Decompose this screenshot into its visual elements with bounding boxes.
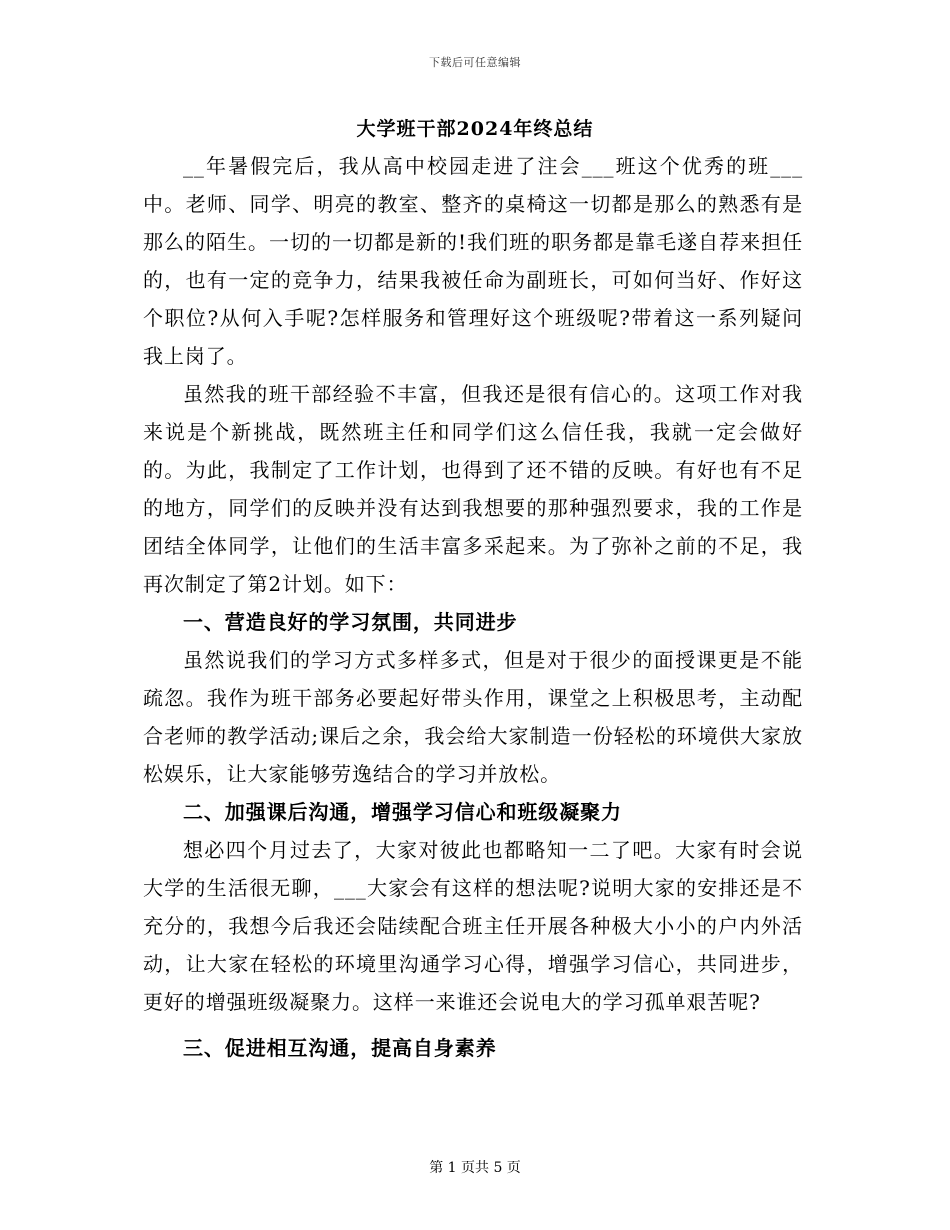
section-heading-3: 三、促进相互沟通，提高自身素养 bbox=[183, 1036, 497, 1060]
section-paragraph-2: 想必四个月过去了，大家对彼此也都略知一二了吧。大家有时会说大学的生活很无聊，___大家会有这样的想法呢?说明大家的安排还是不充分的，我想今后我还会陆续配合班主任开展各种极大小小的户内外活动，让大家在轻松的环境里沟通学习心得，增强学习信心，共同进步，更好的增强班级凝聚力。这样一来谁还会说电大的学习孤单艰苦呢? bbox=[143, 838, 803, 1014]
section-heading-1: 一、营造良好的学习氛围，共同进步 bbox=[183, 610, 518, 634]
section-heading-2: 二、加强课后沟通，增强学习信心和班级凝聚力 bbox=[183, 800, 622, 824]
header-note: 下载后可任意编辑 bbox=[429, 56, 521, 69]
document-body bbox=[143, 147, 803, 1067]
page-number-footer: 第 1 页共 5 页 bbox=[429, 1160, 521, 1176]
section-spacer bbox=[143, 1021, 803, 1029]
document-title: 大学班干部2024年终总结 bbox=[356, 118, 594, 140]
section-paragraph-1: 虽然说我们的学习方式多样多式，但是对于很少的面授课更是不能疏忽。我作为班干部务必要起好带头作用，课堂之上积极思考，主动配合老师的教学活动;课后之余，我会给大家制造一份轻松的环境供大家放松娱乐，让大家能够劳逸结合的学习并放松。 bbox=[143, 648, 803, 786]
intro-paragraph-1: __年暑假完后，我从高中校园走进了注会___班这个优秀的班___中。老师、同学、明亮的教室、整齐的桌椅这一切都是那么的熟悉有是那么的陌生。一切的一切都是新的!我们班的职务都是靠毛遂自荐来担任的，也有一定的竞争力，结果我被任命为副班长，可如何当好、作好这个职位?从何入手呢?怎样服务和管理好这个班级呢?带着这一系列疑问我上岗了。 bbox=[143, 154, 803, 368]
intro-paragraph-2: 虽然我的班干部经验不丰富，但我还是很有信心的。这项工作对我来说是个新挑战，既然班主任和同学们这么信任我，我就一定会做好的。为此，我制定了工作计划，也得到了还不错的反映。有好也有不足的地方，同学们的反映并没有达到我想要的那种强烈要求，我的工作是团结全体同学，让他们的生活丰富多采起来。为了弥补之前的不足，我再次制定了第2计划。如下： bbox=[143, 382, 803, 596]
